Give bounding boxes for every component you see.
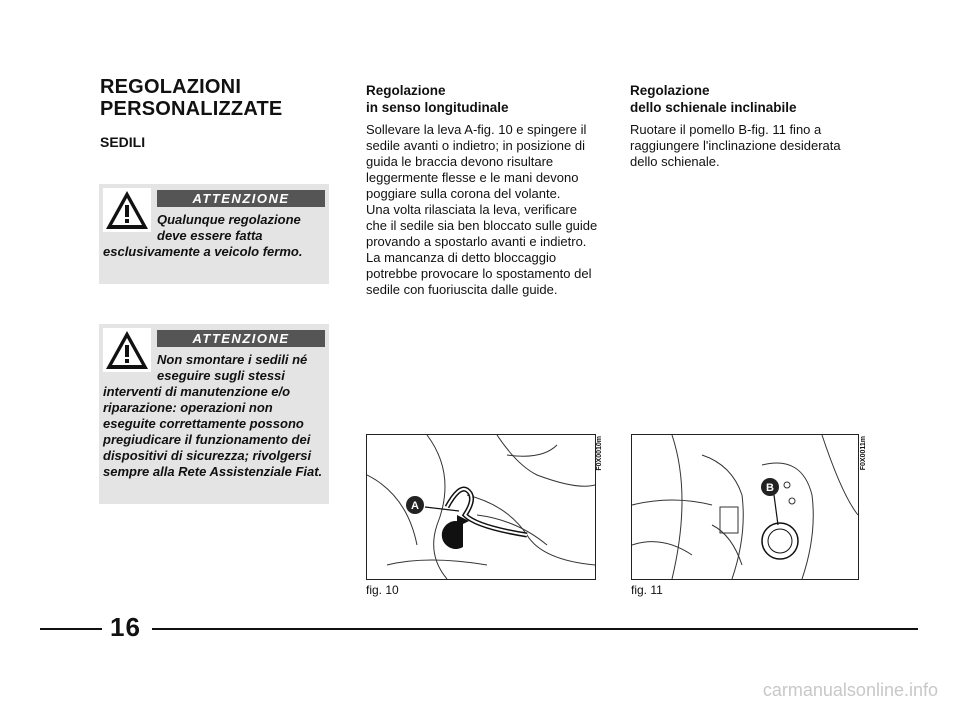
body-text-1: Sollevare la leva A-fig. 10 e spingere il sedile avanti o indietro; in posizione di guida le braccia devono risultare leggermente flesse e le mani devono poggiare sulla corona del volante. — [366, 122, 587, 201]
warning-text: Qualunque regolazione deve essere fatta esclusivamente a veicolo fermo. — [103, 212, 303, 259]
marker-b — [761, 478, 779, 496]
figure-caption: fig. 11 — [631, 583, 663, 597]
page-title — [100, 76, 340, 120]
section-heading — [366, 82, 601, 116]
watermark: carmanualsonline.info — [762, 680, 938, 700]
figure-11-backrest-knob — [631, 434, 859, 580]
page-number: 16 — [110, 612, 141, 642]
backrest-section — [630, 82, 865, 170]
svg-text:A: A — [411, 500, 419, 512]
body-paragraph — [366, 122, 601, 298]
heading-line-1: Regolazione — [630, 83, 710, 98]
section-label: SEDILI — [100, 134, 146, 150]
body-text-2: Una volta rilasciata la leva, verificare che il sedile sia ben bloccato sulle guide provando a spostarlo avanti e indietro. La mancanza di detto bloccaggio potrebbe provocare lo spostamento del sedile con fuoriuscita dalle guide. — [366, 202, 598, 297]
title-line-2: PERSONALIZZATE — [100, 98, 283, 120]
warning-text: Non smontare i sedili né eseguire sugli stessi interventi di manutenzione e/o riparazione: operazioni non eseguite correttamente possono pregiudicare il funzionamento dei dispositivi di sicurezza; rivolgersi sempre alla Rete Assistenziale Fiat. — [103, 352, 323, 479]
warning-label: ATTENZIONE — [157, 190, 325, 207]
svg-text:B: B — [766, 482, 774, 494]
heading-line-1: Regolazione — [366, 83, 446, 98]
figure-caption: fig. 10 — [366, 583, 399, 597]
title-line-1: REGOLAZIONI — [100, 76, 242, 98]
warning-box-1 — [99, 184, 329, 284]
footer-rule-left — [40, 628, 102, 630]
warning-box-2 — [99, 324, 329, 504]
heading-line-2: dello schienale inclinabile — [630, 100, 797, 115]
section-heading — [630, 82, 865, 116]
heading-line-2: in senso longitudinale — [366, 100, 509, 115]
warning-label: ATTENZIONE — [157, 330, 325, 347]
footer-rule-right — [152, 628, 918, 630]
marker-a — [406, 496, 424, 514]
figure-code: F0X0011m — [860, 436, 867, 471]
figure-code: F0X0010m — [596, 436, 603, 471]
longitudinal-section — [366, 82, 601, 298]
body-paragraph: Ruotare il pomello B-fig. 11 fino a raggiungere l'inclinazione desiderata dello schienale. — [630, 122, 841, 169]
figure-10-seat-lever — [366, 434, 596, 580]
